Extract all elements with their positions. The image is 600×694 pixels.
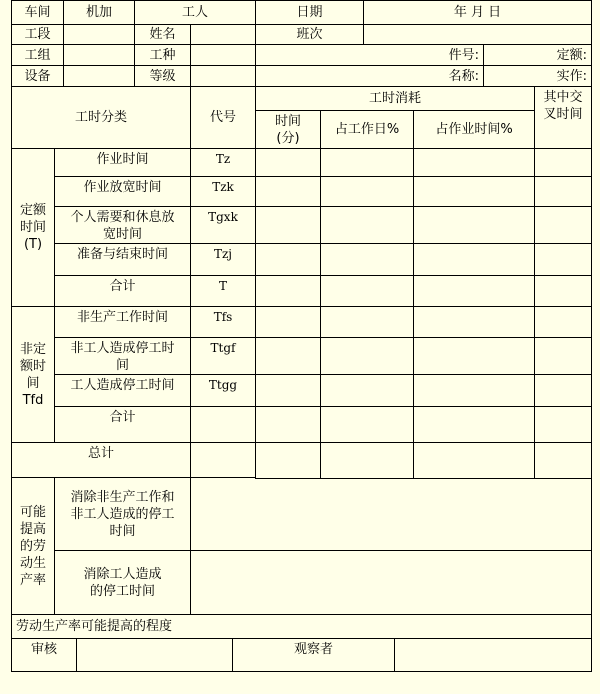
- section-label: 工段: [11, 24, 64, 45]
- pct-workday-cell[interactable]: [320, 206, 414, 244]
- quota-row-label: 作业放宽时间: [54, 176, 191, 207]
- time-header: 时间 (分): [255, 110, 321, 149]
- quota-subtotal-code: T: [190, 275, 256, 307]
- improve-row1-label: 消除非生产工作和 非工人造成的停工 时间: [54, 477, 191, 551]
- actual-label: 实作:: [483, 65, 592, 87]
- pct-workday-cell[interactable]: [320, 243, 414, 276]
- pct-workday-cell[interactable]: [320, 374, 414, 407]
- grade-value[interactable]: [190, 65, 256, 87]
- quota-row-code: Tgxk: [190, 206, 256, 244]
- pct-worktime-cell[interactable]: [413, 442, 535, 479]
- code-header: 代号: [190, 86, 256, 149]
- group-label: 工组: [11, 44, 64, 66]
- grand-total-code: [190, 442, 256, 478]
- quota-row-code: Tzk: [190, 176, 256, 207]
- overlap-cell[interactable]: [534, 243, 592, 276]
- trade-value[interactable]: [190, 44, 256, 66]
- pct-workday-cell[interactable]: [320, 275, 414, 307]
- grand-total-label: 总计: [11, 442, 191, 478]
- quota-label: 定额:: [483, 44, 592, 66]
- section-value[interactable]: [63, 24, 135, 45]
- date-value: 年 月 日: [363, 0, 592, 25]
- pct-worktime-cell[interactable]: [413, 176, 535, 207]
- nonquota-group-label: 非定 额时 间 Tfd: [11, 306, 55, 443]
- nonquota-row-label: 非工人造成停工时 间: [54, 337, 191, 375]
- observer-value[interactable]: [394, 638, 592, 672]
- time-cell[interactable]: [255, 337, 321, 375]
- nonquota-subtotal-code: [190, 406, 256, 443]
- pct-worktime-header: 占作业时间%: [413, 110, 535, 149]
- group-value[interactable]: [63, 44, 135, 66]
- quota-group-label: 定额 时间 (T): [11, 148, 55, 307]
- improve-group-label: 可能 提高 的劳 动生 产率: [11, 477, 55, 615]
- overlap-cell[interactable]: [534, 306, 592, 338]
- time-cell[interactable]: [255, 306, 321, 338]
- pct-workday-header: 占工作日%: [320, 110, 414, 149]
- overlap-cell[interactable]: [534, 176, 592, 207]
- shift-value[interactable]: [363, 24, 592, 45]
- overlap-cell[interactable]: [534, 374, 592, 407]
- time-cell[interactable]: [255, 275, 321, 307]
- time-cell[interactable]: [255, 206, 321, 244]
- nonquota-row-code: Ttgf: [190, 337, 256, 375]
- time-cell[interactable]: [255, 148, 321, 177]
- consumption-header: 工时消耗: [255, 86, 535, 111]
- review-label: 审核: [11, 638, 77, 672]
- name-value[interactable]: [190, 24, 256, 45]
- overlap-cell[interactable]: [534, 148, 592, 177]
- review-value[interactable]: [76, 638, 233, 672]
- quota-row-code: Tz: [190, 148, 256, 177]
- quota-subtotal-label: 合计: [54, 275, 191, 307]
- overlap-header: 其中交 叉时间: [534, 86, 592, 149]
- nonquota-subtotal-label: 合计: [54, 406, 191, 443]
- pct-workday-cell[interactable]: [320, 148, 414, 177]
- time-cell[interactable]: [255, 374, 321, 407]
- worker-type-label: 工人: [134, 0, 256, 25]
- time-cell[interactable]: [255, 243, 321, 276]
- time-cell[interactable]: [255, 176, 321, 207]
- pct-workday-cell[interactable]: [320, 442, 414, 479]
- pct-worktime-cell[interactable]: [413, 337, 535, 375]
- time-cell[interactable]: [255, 442, 321, 479]
- improve-row2-value[interactable]: [190, 550, 592, 615]
- quota-row-label: 个人需要和休息放 宽时间: [54, 206, 191, 244]
- trade-label: 工种: [134, 44, 191, 66]
- equipment-label: 设备: [11, 65, 64, 87]
- pct-worktime-cell[interactable]: [413, 275, 535, 307]
- part-no-label: 件号:: [255, 44, 484, 66]
- overlap-cell[interactable]: [534, 206, 592, 244]
- shift-label: 班次: [255, 24, 364, 45]
- workshop-value: 机加: [63, 0, 135, 25]
- overlap-cell[interactable]: [534, 337, 592, 375]
- nonquota-row-label: 工人造成停工时间: [54, 374, 191, 407]
- time-cell[interactable]: [255, 406, 321, 443]
- part-name-label: 名称:: [255, 65, 484, 87]
- nonquota-row-code: Ttgg: [190, 374, 256, 407]
- degree-label: 劳动生产率可能提高的程度: [11, 614, 592, 639]
- pct-worktime-cell[interactable]: [413, 406, 535, 443]
- nonquota-row-code: Tfs: [190, 306, 256, 338]
- pct-worktime-cell[interactable]: [413, 243, 535, 276]
- workshop-label: 车间: [11, 0, 64, 25]
- pct-workday-cell[interactable]: [320, 337, 414, 375]
- pct-worktime-cell[interactable]: [413, 374, 535, 407]
- quota-row-label: 准备与结束时间: [54, 243, 191, 276]
- quota-row-code: Tzj: [190, 243, 256, 276]
- improve-row1-value[interactable]: [190, 477, 592, 551]
- equipment-value[interactable]: [63, 65, 135, 87]
- nonquota-row-label: 非生产工作时间: [54, 306, 191, 338]
- category-header: 工时分类: [11, 86, 191, 149]
- quota-row-label: 作业时间: [54, 148, 191, 177]
- overlap-cell[interactable]: [534, 442, 592, 479]
- pct-workday-cell[interactable]: [320, 406, 414, 443]
- pct-worktime-cell[interactable]: [413, 206, 535, 244]
- pct-worktime-cell[interactable]: [413, 306, 535, 338]
- overlap-cell[interactable]: [534, 406, 592, 443]
- name-label: 姓名: [134, 24, 191, 45]
- observer-label: 观察者: [232, 638, 395, 672]
- improve-row2-label: 消除工人造成 的停工时间: [54, 550, 191, 615]
- date-label: 日期: [255, 0, 364, 25]
- pct-workday-cell[interactable]: [320, 176, 414, 207]
- overlap-cell[interactable]: [534, 275, 592, 307]
- pct-workday-cell[interactable]: [320, 306, 414, 338]
- grade-label: 等级: [134, 65, 191, 87]
- pct-worktime-cell[interactable]: [413, 148, 535, 177]
